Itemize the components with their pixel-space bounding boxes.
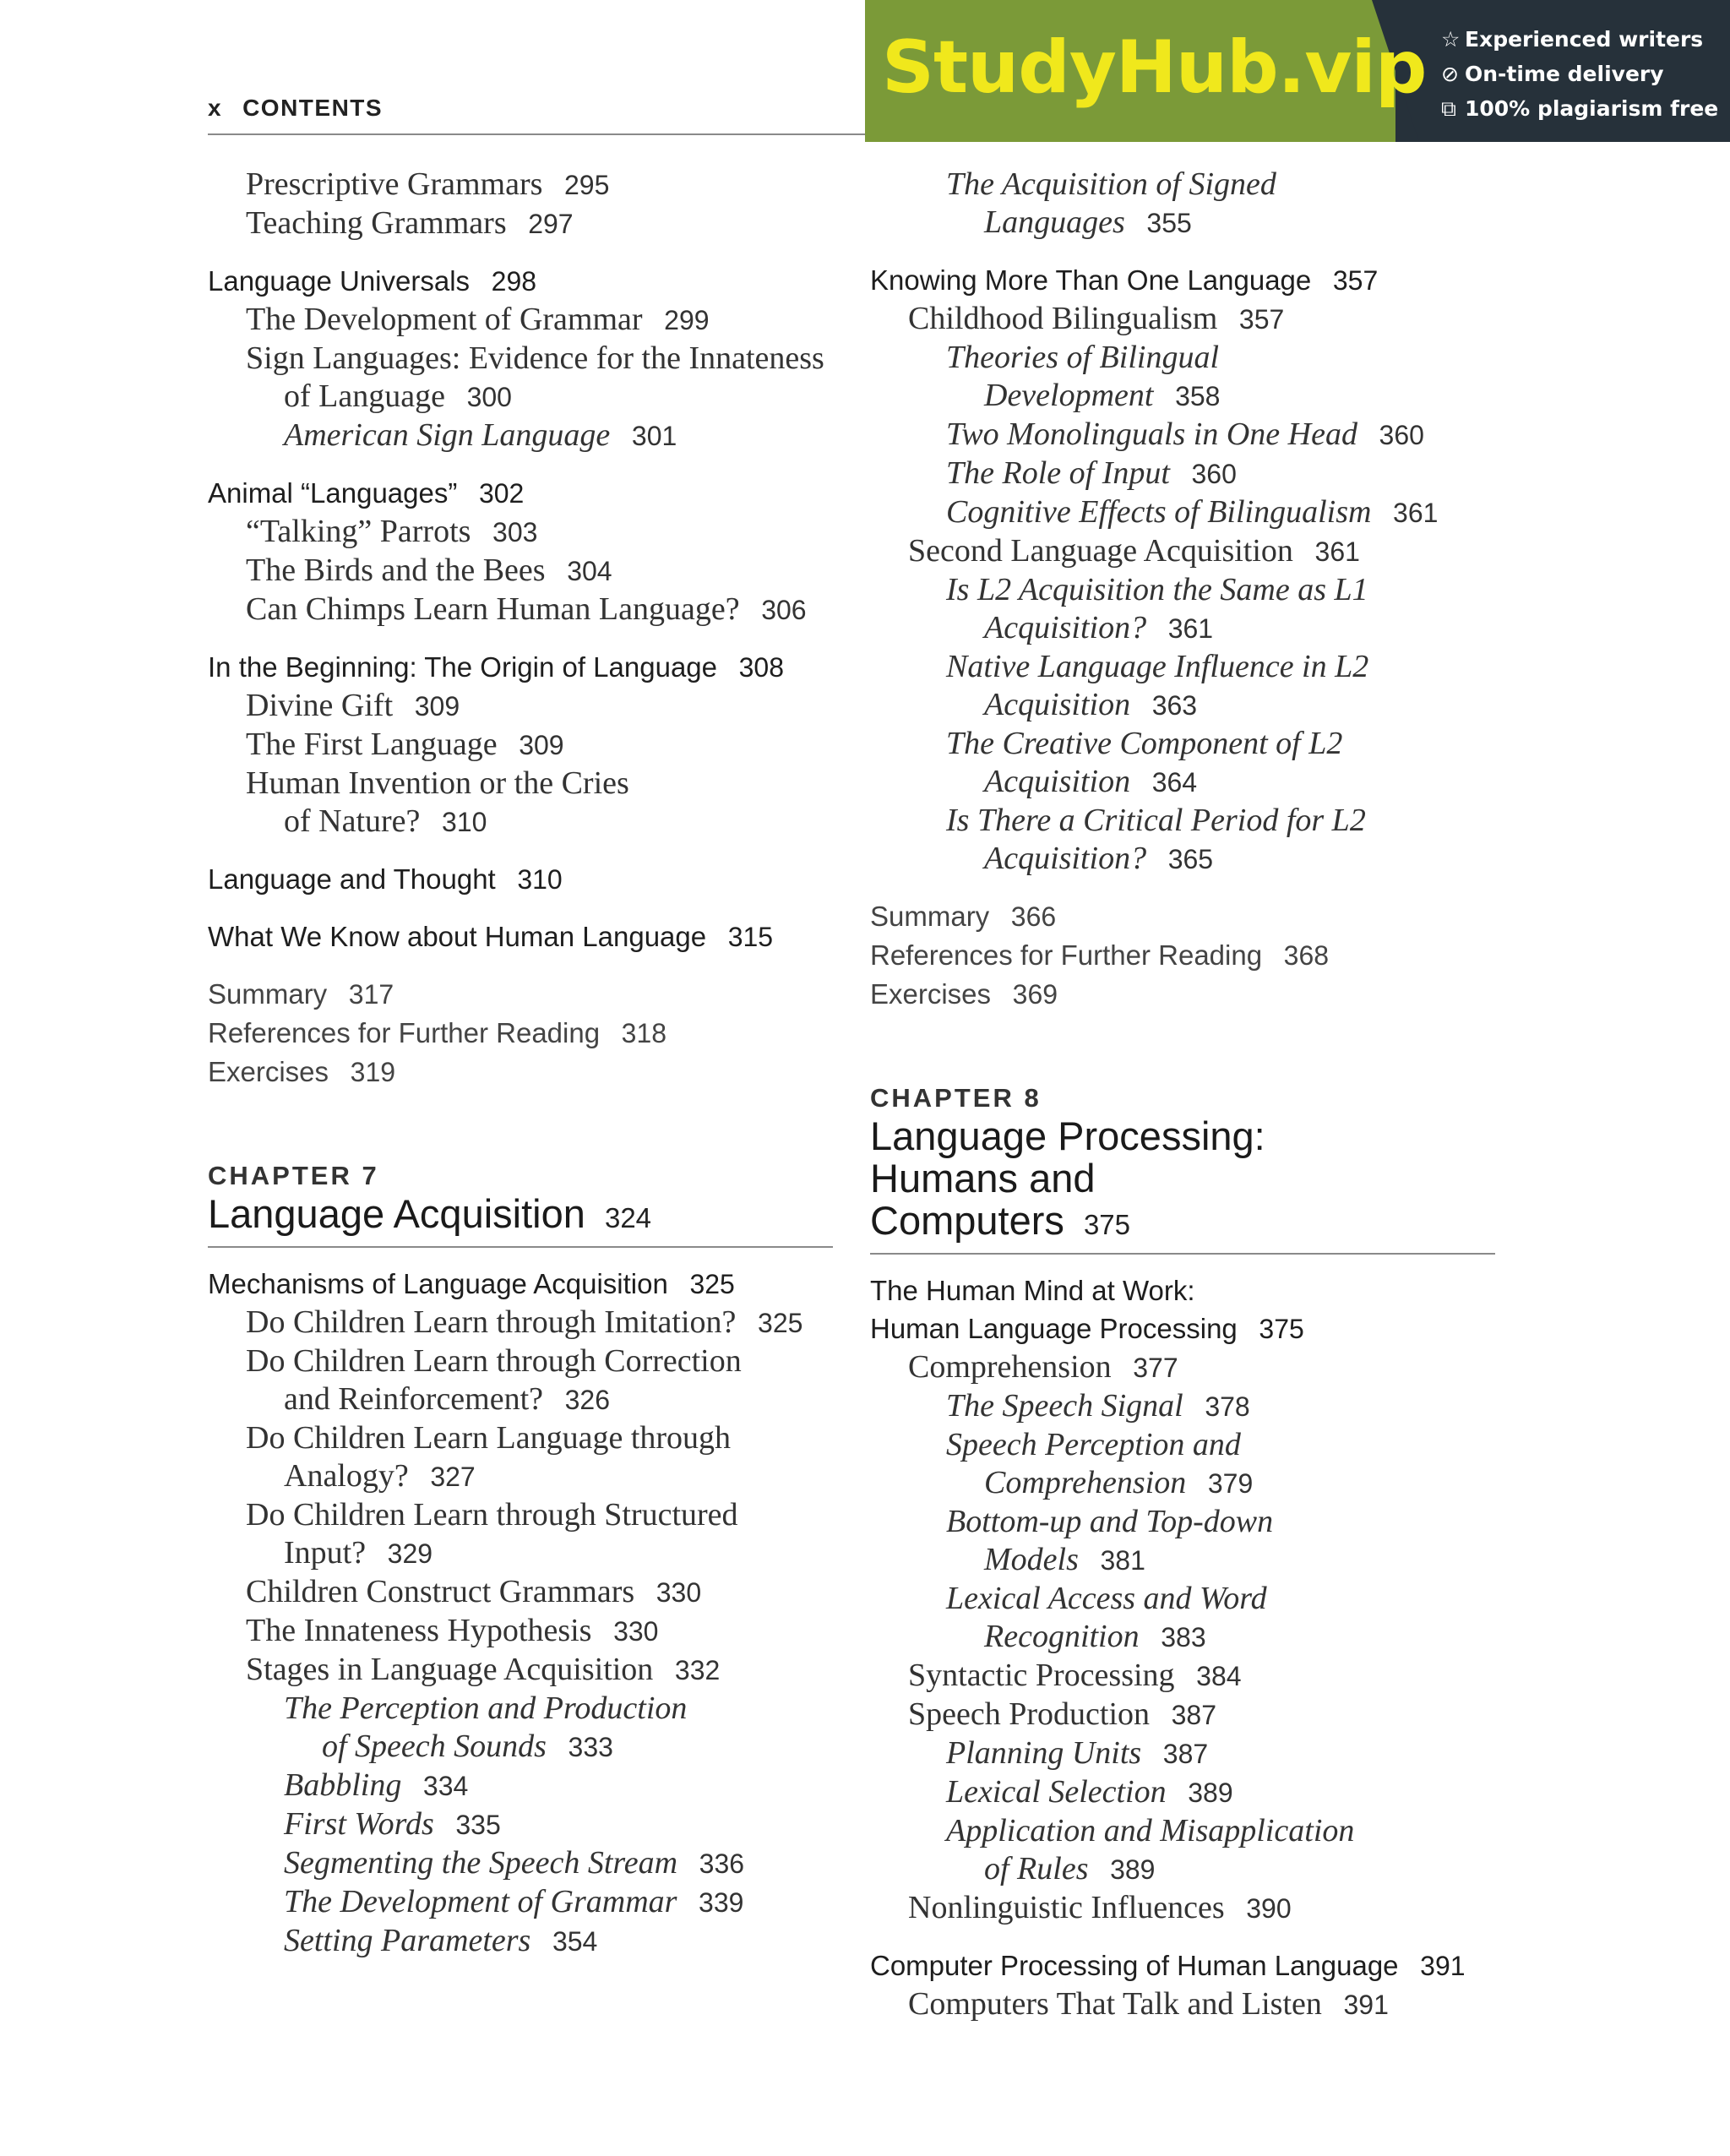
toc-page-number: 306 [761,595,807,625]
toc-page-number: 330 [613,1616,659,1647]
toc-entry[interactable] [870,166,1495,242]
toc-entry[interactable] [870,571,1495,648]
toc-entry-title: The Innateness Hypothesis [246,1613,592,1648]
chapter-title-line: Language Processing: [870,1113,1265,1158]
running-head [208,95,867,135]
toc-entry[interactable] [870,725,1495,802]
toc-page-number: 357 [1332,265,1379,296]
toc-entry-continuation [946,1464,1495,1503]
toc-page-number: 302 [478,478,525,509]
backmatter-entry[interactable] [870,897,1495,936]
chapter-title-line: Humans and [870,1156,1096,1200]
toc-page-number: 354 [552,1926,598,1957]
toc-entry-continuation [246,1457,833,1496]
chapter-page-number: 375 [1083,1209,1131,1240]
toc-entry[interactable] [870,261,1495,300]
toc-entry-title: Theories of Bilingual [946,340,1219,375]
toc-page-number: 317 [348,979,394,1010]
toc-entry-title: Teaching Grammars [246,205,507,241]
toc-entry-continuation [946,686,1495,725]
toc-entry[interactable] [208,1573,833,1612]
toc-entry-title: Mechanisms of Language Acquisition [208,1268,668,1299]
toc-entry-continuation [284,1728,833,1767]
toc-entry[interactable] [870,1812,1495,1889]
toc-entry-title: Divine Gift [246,688,394,723]
toc-entry-title: Do Children Learn through Imitation? [246,1304,737,1340]
toc-entry[interactable] [870,802,1495,879]
toc-right-column [870,166,1495,2024]
toc-entry-continuation-text: Models [984,1542,1079,1577]
toc-entry-title: Human Invention or the Cries [246,765,629,801]
toc-entry[interactable] [208,1844,833,1883]
toc-entry-continuation-text: Comprehension [984,1465,1187,1500]
toc-entry-continuation-text: Input? [284,1535,367,1571]
toc-entry-continuation-text: and Reinforcement? [284,1381,544,1417]
toc-entry-continuation-text: Acquisition [984,687,1131,722]
toc-entry-title: Nonlinguistic Influences [908,1890,1225,1925]
toc-entry-title: The Human Mind at Work: [870,1275,1195,1306]
toc-entry-title: Speech Perception and [946,1427,1241,1462]
toc-entry-title: Babbling [284,1767,402,1803]
backmatter-title: Exercises [870,978,992,1010]
toc-page-number: 309 [414,691,460,721]
toc-page-number: 319 [350,1057,396,1087]
toc-entry[interactable] [208,204,833,243]
toc-entry-title: Do Children Learn through Correction [246,1343,742,1379]
toc-entry-title: Setting Parameters [284,1923,531,1958]
toc-entry[interactable] [208,1612,833,1651]
toc-entry-title: American Sign Language [284,417,611,453]
toc-page-number: 334 [422,1771,469,1801]
toc-page-number: 377 [1133,1353,1178,1383]
toc-entry-title: Application and Misapplication [946,1813,1355,1848]
toc-entry-title: Two Monolinguals in One Head [946,416,1357,452]
feature-text: 100% plagiarism free [1465,96,1719,121]
toc-entry[interactable] [208,340,833,416]
toc-entry-title: Stages in Language Acquisition [246,1652,654,1687]
toc-entry-continuation [946,1850,1495,1889]
backmatter-entry[interactable] [870,936,1495,975]
toc-entry-continuation [946,609,1495,648]
toc-entry[interactable] [208,1496,833,1573]
toc-entry-continuation [246,1534,833,1573]
toc-entry[interactable] [870,416,1495,455]
toc-entry[interactable] [208,416,833,455]
toc-entry-continuation-text: Languages [984,204,1125,240]
backmatter-title: References for Further Reading [870,939,1263,971]
toc-entry-title: Lexical Selection [946,1774,1167,1810]
banner-features [1441,22,1718,126]
feature-item [1441,91,1718,126]
toc-entry-title: Childhood Bilingualism [908,301,1218,336]
toc-page-number: 378 [1205,1391,1250,1422]
toc-entry[interactable] [208,1304,833,1342]
toc-entry[interactable] [208,1419,833,1496]
toc-entry-title: The Development of Grammar [284,1884,677,1919]
toc-left-column [208,166,833,1961]
toc-page-number: 357 [1238,304,1285,335]
toc-page-number: 335 [455,1810,501,1840]
toc-entry-continuation [946,1618,1495,1657]
feature-text: Experienced writers [1465,27,1704,52]
toc-entry[interactable] [208,166,833,204]
chapter-label: CHAPTER 7 [208,1161,379,1190]
toc-entry[interactable] [208,1265,833,1304]
toc-entry-title: First Words [284,1806,434,1842]
toc-entry[interactable] [870,1985,1495,2024]
toc-entry-title: The Acquisition of Signed [946,166,1276,202]
toc-entry[interactable] [208,726,833,765]
toc-entry[interactable] [870,1773,1495,1812]
toc-entry-title: Comprehension [908,1349,1112,1385]
toc-page-number: 329 [387,1538,433,1569]
toc-entry[interactable] [208,1805,833,1844]
toc-page-number: 304 [567,556,612,586]
toc-entry-continuation [246,378,833,416]
backmatter-block [208,975,833,1092]
chapter-page-number: 324 [604,1202,652,1233]
toc-entry[interactable] [870,1348,1495,1387]
toc-entry[interactable] [208,552,833,591]
toc-entry-continuation-text: of Language [284,378,445,414]
toc-page-number: 360 [1379,420,1424,450]
toc-page-number: 361 [1167,613,1214,644]
toc-entry[interactable] [208,860,833,899]
toc-entry[interactable] [208,513,833,552]
toc-entry-title: Can Chimps Learn Human Language? [246,591,740,627]
toc-entry-title: Bottom-up and Top-down [946,1504,1274,1539]
toc-entry[interactable] [208,262,833,301]
toc-entry[interactable] [870,1387,1495,1426]
toc-entry-continuation [946,377,1495,416]
toc-entry-title: Speech Production [908,1696,1151,1732]
toc-page-number: 390 [1246,1893,1292,1924]
toc-entry[interactable] [870,1426,1495,1503]
toc-entry[interactable] [208,1342,833,1419]
backmatter-title: References for Further Reading [208,1017,601,1048]
toc-entry-continuation [946,204,1495,242]
toc-entry-title: Knowing More Than One Language [870,264,1312,296]
toc-entry[interactable] [870,1889,1495,1928]
studyhub-logo[interactable]: StudyHub.vip [882,25,1427,110]
toc-entry-title: The Role of Input [946,455,1170,491]
chapter-label: CHAPTER 8 [870,1083,1042,1113]
toc-entry[interactable] [870,1271,1495,1348]
toc-page-number: 355 [1146,208,1192,238]
feature-item [1441,22,1718,57]
toc-entry-continuation-text: Analogy? [284,1458,409,1494]
toc-entry-title: Children Construct Grammars [246,1574,635,1609]
toc-page-number: 309 [519,730,564,760]
chapter-heading [208,1159,833,1248]
toc-entry-continuation [246,803,833,841]
toc-entry[interactable] [208,301,833,340]
clock-icon: ⊘ [1441,62,1459,86]
toc-page-number: 300 [466,382,512,412]
toc-page-number: 364 [1151,767,1198,798]
toc-page-number: 332 [674,1655,721,1685]
toc-entry-title: Native Language Influence in L2 [946,649,1369,684]
toc-entry[interactable] [870,455,1495,493]
feature-item [1441,57,1718,91]
toc-page-number: 368 [1283,940,1330,971]
toc-entry[interactable] [870,532,1495,571]
toc-entry[interactable] [208,591,833,629]
toc-entry-title: “Talking” Parrots [246,514,471,549]
toc-entry-continuation-text: Development [984,378,1154,413]
toc-entry-continuation [946,763,1495,802]
toc-entry-title: Is L2 Acquisition the Same as L1 [946,572,1368,607]
chapter-title-text: Language Acquisition [208,1191,585,1236]
toc-entry-title: What We Know about Human Language [208,921,707,952]
toc-entry[interactable] [208,687,833,726]
toc-entry[interactable] [208,1767,833,1805]
backmatter-entry[interactable] [208,1053,833,1092]
toc-entry-title: Language Universals [208,265,471,297]
toc-entry[interactable] [870,1734,1495,1773]
toc-page-number: 326 [564,1385,611,1415]
toc-page-number: 336 [699,1848,745,1879]
toc-entry[interactable] [208,917,833,956]
toc-page-number: 358 [1175,381,1221,411]
backmatter-block [870,897,1495,1014]
star-icon: ☆ [1441,27,1461,52]
backmatter-title: Exercises [208,1056,329,1087]
toc-page-number: 384 [1196,1661,1242,1691]
toc-entry-continuation-text: Recognition [984,1619,1140,1654]
toc-entry-title: Is There a Critical Period for L2 [946,803,1366,838]
toc-entry-title: Computer Processing of Human Language [870,1950,1399,1981]
running-head-label: CONTENTS [242,95,384,121]
toc-entry-title: Second Language Acquisition [908,533,1293,569]
toc-page-number: 325 [689,1269,735,1299]
toc-entry-title: Segmenting the Speech Stream [284,1845,678,1881]
copy-icon: ⧉ [1441,96,1456,121]
chapter-title[interactable] [870,1115,1495,1255]
toc-page-number: 363 [1151,690,1198,721]
toc-entry-title: The Perception and Production [284,1690,688,1726]
toc-entry-title: Language and Thought [208,863,496,895]
toc-page-number: 375 [1259,1314,1304,1344]
toc-entry-continuation [870,1309,1495,1348]
toc-page-number: 387 [1171,1700,1216,1730]
backmatter-title: Summary [208,978,328,1010]
toc-entry-continuation-text: Acquisition? [984,610,1147,645]
toc-page-number: 325 [758,1308,803,1338]
toc-entry[interactable] [870,1657,1495,1696]
toc-entry-title: The Development of Grammar [246,302,643,337]
backmatter-entry[interactable] [208,975,833,1014]
toc-page-number: 310 [517,864,563,895]
toc-page-number: 301 [631,421,677,451]
chapter-heading [870,1081,1495,1255]
toc-entry[interactable] [208,1690,833,1767]
chapter-title[interactable] [208,1193,833,1248]
backmatter-entry[interactable] [870,975,1495,1014]
toc-entry-title: Do Children Learn through Structured [246,1497,738,1533]
toc-page-number: 299 [664,305,710,335]
toc-entry[interactable] [870,648,1495,725]
toc-page-number: 389 [1110,1854,1156,1885]
feature-text: On-time delivery [1465,62,1664,86]
toc-page-number: 360 [1191,459,1237,489]
toc-page-number: 330 [656,1577,702,1608]
toc-entry-title: Do Children Learn Language through [246,1420,732,1456]
chapter-title-line: Computers [870,1198,1064,1243]
toc-entry-title: The Creative Component of L2 [946,726,1343,761]
toc-page-number: 365 [1167,844,1214,874]
toc-entry-title: Cognitive Effects of Bilingualism [946,494,1372,530]
toc-page-number: 379 [1207,1468,1254,1499]
toc-page-number: 369 [1012,979,1058,1010]
toc-entry-title: Syntactic Processing [908,1658,1175,1693]
toc-entry[interactable] [870,339,1495,416]
toc-page-number: 308 [738,652,784,683]
backmatter-title: Summary [870,901,990,932]
toc-entry-title: Lexical Access and Word [946,1581,1267,1616]
toc-entry-continuation [946,1541,1495,1580]
toc-page-number: 387 [1162,1739,1209,1769]
toc-entry-title: Planning Units [946,1735,1142,1771]
toc-page-number: 298 [491,266,537,297]
toc-page-number: 303 [492,517,538,547]
toc-entry-title: The Birds and the Bees [246,553,546,588]
toc-entry[interactable] [208,765,833,841]
page-numeral: x [208,95,223,121]
toc-page-number: 327 [430,1462,476,1492]
toc-entry[interactable] [208,1651,833,1690]
toc-entry-title: Computers That Talk and Listen [908,1986,1322,2022]
toc-page-number: 391 [1420,1951,1466,1981]
toc-entry-continuation-text: Acquisition? [984,841,1147,876]
toc-entry-title: Sign Languages: Evidence for the Innateness [246,340,824,376]
toc-entry[interactable] [870,300,1495,339]
toc-entry-continuation-text: of Nature? [284,803,421,839]
toc-entry[interactable] [870,1946,1495,1985]
toc-entry-continuation [946,840,1495,879]
toc-entry-continuation-text: of Rules [984,1851,1089,1886]
toc-page-number: 295 [563,170,610,200]
toc-page-number: 381 [1100,1545,1145,1576]
toc-entry[interactable] [208,1883,833,1922]
toc-entry-continuation-text: of Speech Sounds [322,1729,547,1764]
promo-banner[interactable] [865,0,1730,142]
toc-entry[interactable] [870,1580,1495,1657]
toc-entry[interactable] [870,1503,1495,1580]
toc-page-number: 315 [727,922,774,952]
toc-page-number: 389 [1188,1778,1233,1808]
toc-entry-continuation-text: Human Language Processing [870,1313,1238,1344]
toc-page-number: 361 [1393,498,1439,528]
toc-page-number: 383 [1161,1622,1206,1652]
toc-page-number: 318 [621,1018,667,1048]
backmatter-entry[interactable] [208,1014,833,1053]
toc-entry-title: In the Beginning: The Origin of Language [208,651,718,683]
toc-page-number: 339 [699,1887,744,1918]
toc-entry-title: The Speech Signal [946,1388,1183,1424]
toc-entry[interactable] [870,1696,1495,1734]
toc-entry[interactable] [208,1922,833,1961]
toc-entry-continuation-text: Acquisition [984,764,1131,799]
toc-entry-title: Prescriptive Grammars [246,166,543,202]
toc-entry-continuation [246,1380,833,1419]
toc-page-number: 391 [1343,1990,1389,2020]
toc-entry-title: Animal “Languages” [208,477,458,509]
toc-page-number: 366 [1010,901,1057,932]
toc-entry-title: The First Language [246,727,498,762]
toc-page-number: 333 [568,1732,613,1762]
toc-entry[interactable] [870,493,1495,532]
toc-page-number: 361 [1314,536,1360,567]
toc-page-number: 297 [528,209,574,239]
toc-page-number: 310 [442,807,487,837]
toc-entry[interactable] [208,648,833,687]
toc-entry[interactable] [208,474,833,513]
